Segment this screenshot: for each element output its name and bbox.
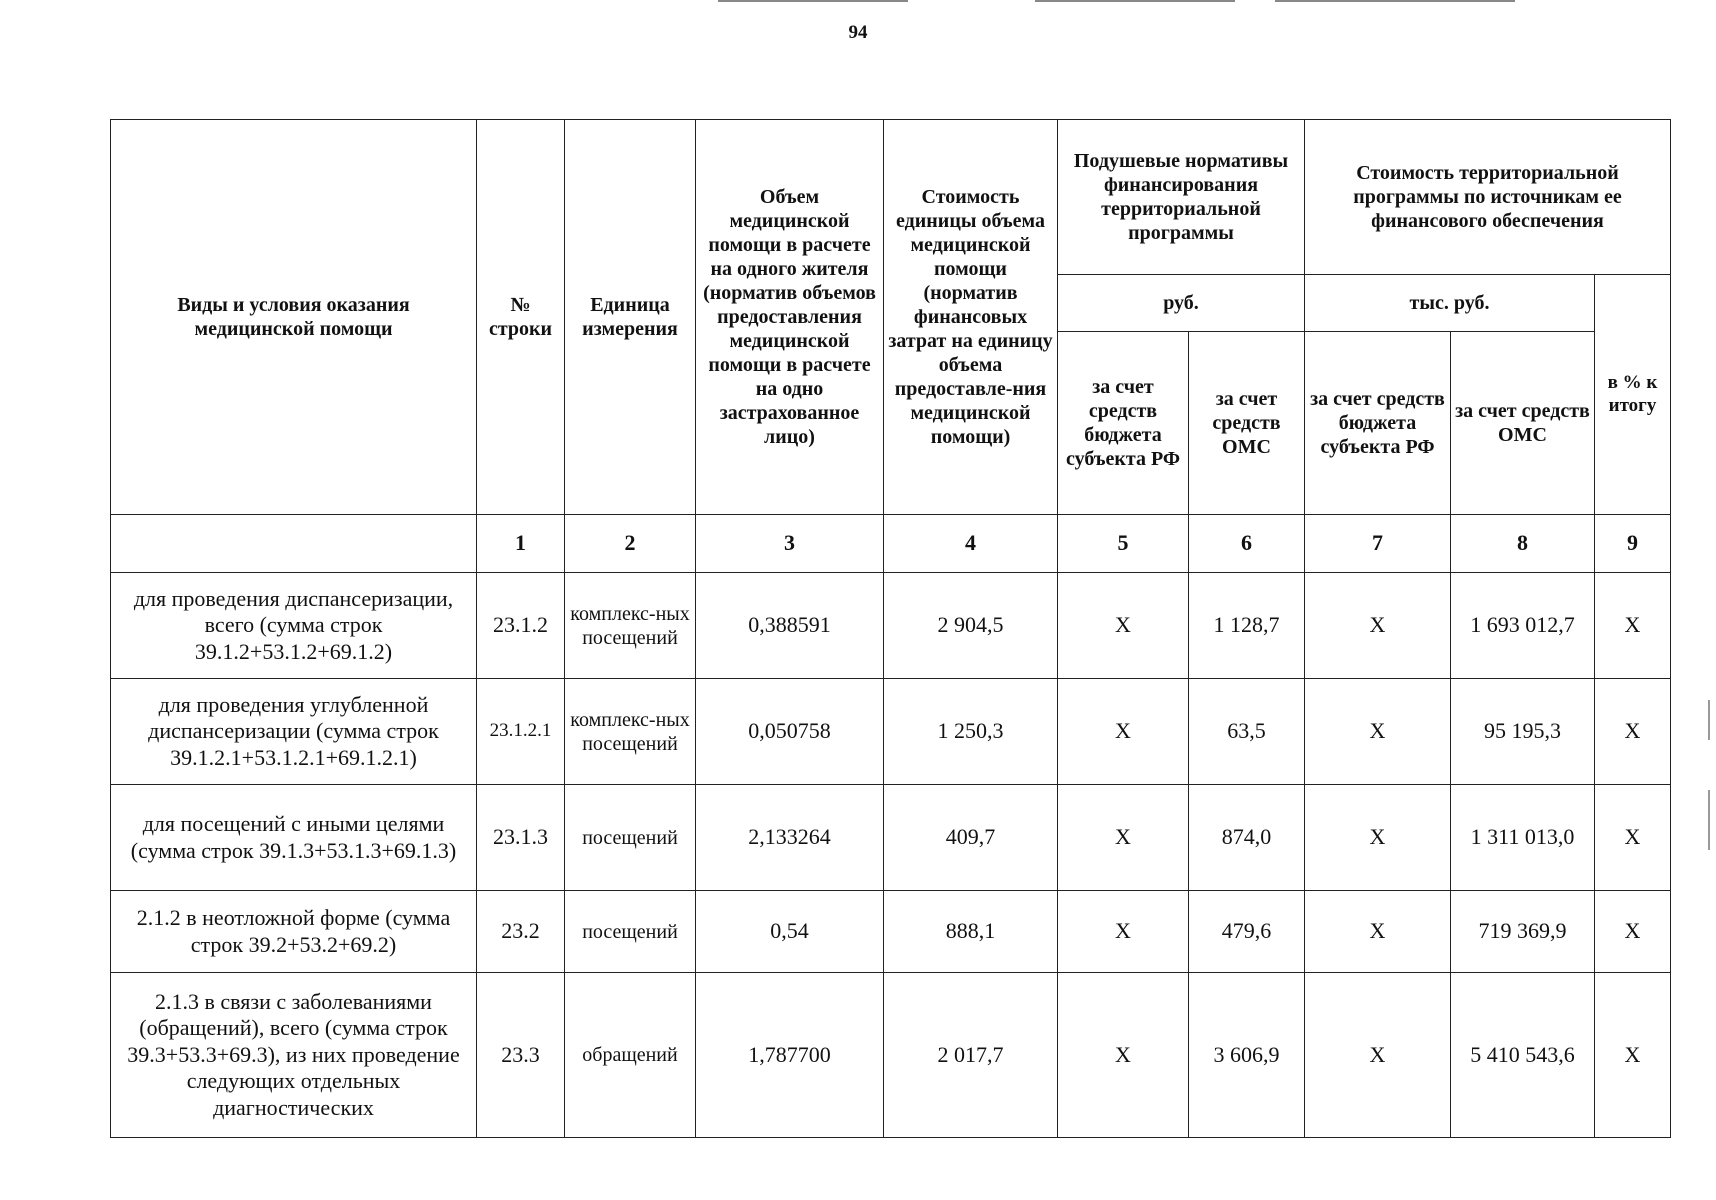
cell-oms-rub: 1 128,7: [1189, 573, 1305, 679]
cell-volume: 0,54: [696, 891, 884, 973]
header-row-no: № строки: [477, 120, 565, 515]
cell-oms-thousand: 1 693 012,7: [1451, 573, 1595, 679]
cell-unit: посещений: [565, 785, 696, 891]
column-number: 6: [1189, 515, 1305, 573]
cell-row-no: 23.1.2.1: [477, 679, 565, 785]
cell-oms-thousand: 1 311 013,0: [1451, 785, 1595, 891]
header-sub-thousand-rub: тыс. руб.: [1305, 275, 1595, 332]
table-row: [111, 973, 1671, 1138]
cell-oms-thousand: 95 195,3: [1451, 679, 1595, 785]
cell-unit-cost: 888,1: [884, 891, 1058, 973]
header-percent: в % к итогу: [1595, 275, 1671, 515]
scan-artifact-line: [718, 0, 908, 2]
medical-care-table: [110, 119, 1671, 1138]
scan-artifact-line: [1275, 0, 1515, 2]
header-budget-thousand: за счет средств бюджета субъекта РФ: [1305, 332, 1451, 515]
column-number: 7: [1305, 515, 1451, 573]
cell-oms-rub: 3 606,9: [1189, 973, 1305, 1138]
cell-percent: Х: [1595, 973, 1671, 1138]
header-unit: Единица измерения: [565, 120, 696, 515]
cell-unit-cost: 2 017,7: [884, 973, 1058, 1138]
header-sub-rub: руб.: [1058, 275, 1305, 332]
cell-budget-thousand: Х: [1305, 679, 1451, 785]
column-number: 5: [1058, 515, 1189, 573]
cell-oms-rub: 479,6: [1189, 891, 1305, 973]
cell-budget-rub: Х: [1058, 785, 1189, 891]
cell-budget-rub: Х: [1058, 973, 1189, 1138]
cell-budget-rub: Х: [1058, 679, 1189, 785]
cell-unit: обращений: [565, 973, 696, 1138]
table-row: [111, 891, 1671, 973]
column-number: 2: [565, 515, 696, 573]
cell-budget-rub: Х: [1058, 891, 1189, 973]
cell-volume: 0,388591: [696, 573, 884, 679]
cell-budget-thousand: Х: [1305, 573, 1451, 679]
cell-unit: комплекс-ных посещений: [565, 573, 696, 679]
cell-row-no: 23.1.3: [477, 785, 565, 891]
cell-percent: Х: [1595, 573, 1671, 679]
cell-unit-cost: 1 250,3: [884, 679, 1058, 785]
cell-volume: 2,133264: [696, 785, 884, 891]
cell-budget-thousand: Х: [1305, 973, 1451, 1138]
cell-budget-thousand: Х: [1305, 785, 1451, 891]
cell-oms-rub: 874,0: [1189, 785, 1305, 891]
cell-volume: 0,050758: [696, 679, 884, 785]
cell-kind: 2.1.3 в связи с заболеваниями (обращений), всего (сумма строк 39.3+53.3+69.3), из них проведение следующих отдельных диагностических: [111, 973, 477, 1138]
column-number: [111, 515, 477, 573]
cell-row-no: 23.3: [477, 973, 565, 1138]
header-volume: Объем медицинской помощи в расчете на одного жителя (норматив объемов предоставления медицинской помощи в расчете на одно застрахованное лицо): [696, 120, 884, 515]
table-row: [111, 679, 1671, 785]
cell-percent: Х: [1595, 785, 1671, 891]
header-budget-rub: за счет средств бюджета субъекта РФ: [1058, 332, 1189, 515]
header-group-per-capita: Подушевые нормативы финансирования территориальной программы: [1058, 120, 1305, 275]
column-number: 3: [696, 515, 884, 573]
header-kind: Виды и условия оказания медицинской помощи: [111, 120, 477, 515]
header-unit-cost: Стоимость единицы объема медицинской помощи (норматив финансовых затрат на единицу объема предоставле-ния медицинской помощи): [884, 120, 1058, 515]
cell-row-no: 23.2: [477, 891, 565, 973]
header-oms-rub: за счет средств ОМС: [1189, 332, 1305, 515]
scan-artifact-line: [1035, 0, 1235, 2]
cell-unit-cost: 409,7: [884, 785, 1058, 891]
cell-budget-rub: Х: [1058, 573, 1189, 679]
header-group-cost: Стоимость территориальной программы по источникам ее финансового обеспечения: [1305, 120, 1671, 275]
cell-kind: 2.1.2 в неотложной форме (сумма строк 39.2+53.2+69.2): [111, 891, 477, 973]
cell-unit: комплекс-ных посещений: [565, 679, 696, 785]
cell-oms-thousand: 719 369,9: [1451, 891, 1595, 973]
cell-kind: для посещений с иными целями (сумма строк 39.1.3+53.1.3+69.1.3): [111, 785, 477, 891]
cell-kind: для проведения диспансеризации, всего (сумма строк 39.1.2+53.1.2+69.1.2): [111, 573, 477, 679]
cell-unit-cost: 2 904,5: [884, 573, 1058, 679]
cell-percent: Х: [1595, 891, 1671, 973]
cell-unit: посещений: [565, 891, 696, 973]
cell-budget-thousand: Х: [1305, 891, 1451, 973]
cell-oms-thousand: 5 410 543,6: [1451, 973, 1595, 1138]
cell-oms-rub: 63,5: [1189, 679, 1305, 785]
cell-volume: 1,787700: [696, 973, 884, 1138]
column-number: 4: [884, 515, 1058, 573]
scan-artifact-mark: [1708, 700, 1710, 740]
scan-artifact-mark: [1708, 790, 1710, 850]
header-oms-thousand: за счет средств ОМС: [1451, 332, 1595, 515]
cell-kind: для проведения углубленной диспансеризации (сумма строк 39.1.2.1+53.1.2.1+69.1.2.1): [111, 679, 477, 785]
column-number: 1: [477, 515, 565, 573]
page-number: 94: [848, 22, 868, 43]
column-number: 9: [1595, 515, 1671, 573]
cell-row-no: 23.1.2: [477, 573, 565, 679]
table-row: [111, 785, 1671, 891]
table-row: [111, 573, 1671, 679]
column-number: 8: [1451, 515, 1595, 573]
cell-percent: Х: [1595, 679, 1671, 785]
